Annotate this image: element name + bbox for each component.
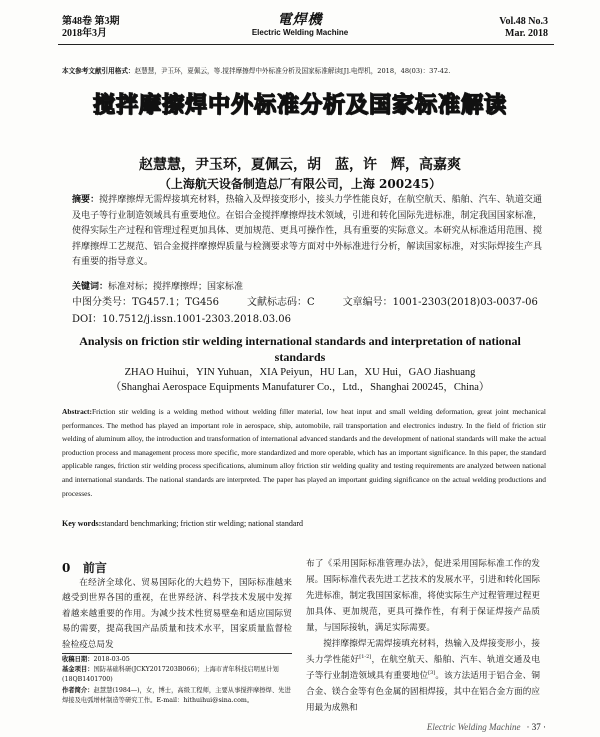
date-en: Mar. 2018	[505, 28, 548, 39]
volume-issue-cn: 第48卷 第3期	[62, 16, 120, 27]
keywords-en-label: Key words:	[62, 519, 102, 528]
page-footer	[427, 722, 546, 732]
bio-text: 赵慧慧(1984—)，女，博士，高级工程师，主要从事搅拌摩擦焊、先进焊接及电弧增材制造等研究工作。E-mail：hithuihui@sina.com。	[62, 686, 291, 704]
footnote	[62, 655, 294, 706]
authors-en: ZHAO Huihui，YIN Yuhuan，XIA Peiyun，HU Lan，XU Hui，GAO Jiashuang	[124, 367, 476, 378]
page-number: · 37 ·	[526, 722, 546, 732]
journal-name-en: Electric Welding Machine	[251, 28, 349, 37]
abstract-en-text: Friction stir welding is a welding method without welding filler material, low heat input and small welding deformation, great joint mechanical performances. The method has played an important role in aerospace, ship, automobile, rail transportation and electronics industry. In the field of friction stir welding of aluminum alloy, the introduction and transformation of international advanced standards and the development of national standards will make the actual production process and management process more specific, more standardized and more operable, which has an important significance. In this paper, the standard applicable ranges, friction stir welding process specifications, aluminum alloy friction stir welding quality and testing requirements are analyzed between national and international standards. The national standards are interpreted. The paper has played an important guiding significance on the actual welding productions and processes.	[62, 407, 546, 498]
footnote-bio	[62, 686, 294, 706]
document-code: 文献标志码：C	[247, 297, 315, 308]
received-date: 2018-03-05	[93, 656, 130, 663]
affiliation-cn: （上海航天设备制造总厂有限公司，上海 200245）	[158, 177, 442, 191]
body-left-paragraph: 在经济全球化、贸易国际化的大趋势下，国际标准越来越受到世界各国的重视，在世界经济、科学技术发展中发挥着越来越重要的作用。为减少技术性贸易壁垒和适应国际贸易的需要，提高我国产品质量和技术水平，国家质量监督检验检疫总局发	[62, 578, 292, 650]
header-left	[62, 16, 120, 40]
reference-3[interactable]: [3]	[428, 670, 436, 677]
doi: DOI：10.7512/j.issn.1001-2303.2018.03.06	[72, 314, 291, 325]
keywords-en	[62, 518, 303, 530]
abstract-en-label: Abstract:	[62, 407, 92, 416]
footnote-received	[62, 655, 294, 665]
bio-label: 作者简介：	[62, 686, 94, 694]
header-right	[499, 16, 548, 40]
section-title: 前言	[82, 561, 107, 575]
body-right-p2-text-b: ，在航空航天、船舶、汽车、轨道交通及电子等行业制造领域具有重要地位	[306, 655, 540, 681]
body-right-column	[306, 556, 540, 716]
header-center	[200, 12, 400, 38]
date-cn: 2018年3月	[62, 28, 107, 39]
section-number: 0	[62, 561, 71, 575]
abstract-en	[62, 405, 546, 500]
authors-cn: 赵慧慧，尹玉环，夏佩云，胡 蓝，许 辉，高嘉爽	[139, 157, 461, 173]
section-heading	[62, 560, 107, 576]
footnote-divider	[62, 653, 292, 654]
keywords-cn-label: 关键词：	[72, 282, 109, 292]
body-right-paragraph-2	[306, 636, 540, 716]
fund-label: 基金项目：	[62, 666, 94, 674]
header-divider	[58, 44, 554, 45]
abstract-cn	[72, 193, 542, 271]
footnote-fund	[62, 665, 294, 685]
article-title-en: Analysis on friction stir welding international standards and interpretation of national standards	[79, 334, 521, 364]
footer-journal: Electric Welding Machine	[426, 722, 521, 732]
reference-1-2[interactable]: [1-2]	[359, 654, 372, 661]
citation-text: 赵慧慧，尹玉环，夏佩云，等.搅拌摩擦焊中外标准分析及国家标准解读[J].电焊机，2018，48(03)：37-42.	[134, 67, 451, 75]
fund-text: 国防基础科研(JCKY2017203B066)；上海市青年科技启明星计划(18QB1401700)	[62, 666, 279, 684]
clc-number: 中图分类号：TG457.1；TG456	[72, 297, 220, 308]
body-right-p2-text-a: 搅拌摩擦焊无需焊接填充材料，热输入及焊接变形小，接头力学性能好	[306, 639, 540, 665]
citation-line	[62, 67, 542, 76]
article-title-cn: 搅拌摩擦焊中外标准分析及国家标准解读	[92, 93, 507, 118]
body-right-p2-text-c: 。该方法适用于铝合金、铜合金、镁合金等有色金属的固相焊接，其中在铝合金方面的应用最为成熟和	[306, 671, 540, 713]
keywords-en-text: standard benchmarking; friction stir welding; national standard	[101, 519, 304, 528]
volume-issue-en: Vol.48 No.3	[499, 16, 548, 27]
citation-label: 本文参考文献引用格式：	[62, 67, 135, 75]
affiliation-en: （Shanghai Aerospace Equipments Manufaturer Co.，Ltd.，Shanghai 200245，China）	[110, 382, 490, 393]
classification-line	[72, 296, 566, 310]
received-label: 收稿日期：	[62, 656, 94, 663]
abstract-cn-text: 搅拌摩擦焊无需焊接填充材料，热输入及焊接变形小，接头力学性能良好，在航空航天、船舶、汽车、轨道交通及电子等行业制造领域具有重要地位。在铝合金搅拌摩擦焊技术领域，引进和转化国际先进标准，制定我国国家标准，使得实际生产过程和管理过程更加具体、更加规范、更具可操作性，具有重要的实际意义。本研究从标准适用范围、搅拌摩擦焊工艺规范、铝合金搅拌摩擦焊质量与检测要求等方面对中外标准进行分析，解读国家标准，对实际焊接生产具有重要的指导意义。	[72, 195, 542, 267]
body-left-column	[62, 576, 292, 653]
article-number: 文章编号：1001-2303(2018)03-0037-06	[342, 297, 538, 308]
abstract-cn-label: 摘要：	[72, 195, 100, 205]
keywords-cn-text: 标准对标；搅拌摩擦焊；国家标准	[108, 282, 244, 292]
keywords-cn	[72, 280, 243, 294]
body-right-paragraph-1: 布了《采用国际标准管理办法》，促进采用国际标准工作的发展。国际标准代表先进工艺技术的发展水平，引进和转化国际先进标准，制定我国国家标准，将使实际生产过程管理过程更加具体、更加规范，更具可操作性，有利于保证焊接产品质量，与国际接轨，满足实际需要。	[306, 559, 540, 633]
journal-logo: 電焊機	[277, 12, 323, 28]
